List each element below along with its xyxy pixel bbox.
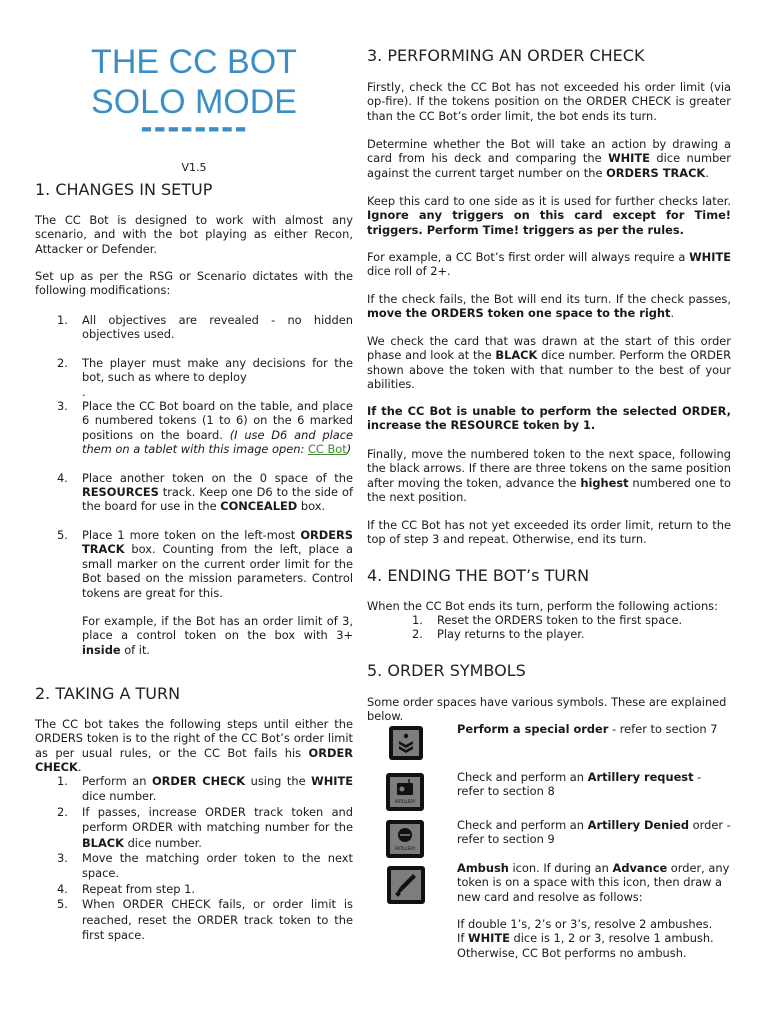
knife-icon xyxy=(391,870,421,900)
chevron-rank-icon xyxy=(393,730,419,756)
svg-text:ARTILLERY: ARTILLERY xyxy=(394,799,416,804)
section-4-heading: 4. ENDING THE BOT’s TURN xyxy=(367,566,590,585)
list-item: 5. Place 1 more token on the left-most ORDERS TRACK box. Counting from the left, place a small marker on the current order limit for the Bot based on the mission parameters. Control tokens are great for this. xyxy=(57,527,353,600)
s2-list xyxy=(35,774,353,943)
sym3-text: Check and perform an Artillery Denied order - refer to section 9 xyxy=(457,818,731,847)
section-1-heading: 1. CHANGES IN SETUP xyxy=(35,180,213,199)
list-item: 5. When ORDER CHECK fails, or order limit is reached, reset the ORDER track token to the first space. xyxy=(57,897,353,943)
s5-paragraph-1: Some order spaces have various symbols. These are explained below. xyxy=(367,695,727,724)
artillery-denied-icon xyxy=(386,820,424,858)
s3-paragraph-2: Determine whether the Bot will take an action by drawing a card from his deck and comparing the WHITE dice number against the current target number on the ORDERS TRACK. xyxy=(367,137,731,180)
s4-list xyxy=(412,613,731,642)
denied-badge-icon xyxy=(390,824,420,854)
page-title-line1: THE CC BOT xyxy=(91,43,297,81)
ambush-icon xyxy=(387,866,425,904)
s1-paragraph-2: Set up as per the RSG or Scenario dictates with the following modifications: xyxy=(35,269,353,298)
page-title-line2: SOLO MODE xyxy=(91,83,297,121)
list-item: 1. Perform an ORDER CHECK using the WHITE dice number. xyxy=(57,774,354,804)
s1-list xyxy=(35,313,353,657)
s3-paragraph-4: For example, a CC Bot’s first order will always require a WHITE dice roll of 2+. xyxy=(367,250,731,279)
s2-paragraph-1: The CC bot takes the following steps until either the ORDERS token is to the right of the CC Bot’s order limit as per usual rules, or the CC Bot fails his ORDER CHECK. xyxy=(35,717,353,775)
list-item: 2. If passes, increase ORDER track token and perform ORDER with matching number for the BLACK dice number. xyxy=(57,804,353,850)
list-item-example: For example, if the Bot has an order limit of 3, place a control token on the box with 3+ inside of it. xyxy=(82,613,353,657)
outcome-line: If WHITE dice is 1, 2 or 3, resolve 1 ambush. xyxy=(457,931,714,946)
s3-paragraph-5: If the check fails, the Bot will end its turn. If the check passes, move the ORDERS token one space to the right. xyxy=(367,292,731,321)
s3-paragraph-7: If the CC Bot is unable to perform the selected ORDER, increase the RESOURCE token by 1. xyxy=(367,404,731,433)
section-2-heading: 2. TAKING A TURN xyxy=(35,684,181,703)
outcome-line: If double 1’s, 2’s or 3’s, resolve 2 ambushes. xyxy=(457,917,713,931)
sym1-text: Perform a special order - refer to section 7 xyxy=(457,722,718,736)
sym4-outcomes xyxy=(457,917,731,960)
s3-paragraph-9: If the CC Bot has not yet exceeded its order limit, return to the top of step 3 and repeat. Otherwise, end its turn. xyxy=(367,518,731,547)
section-3-heading: 3. PERFORMING AN ORDER CHECK xyxy=(367,46,645,65)
list-item: 2. The player must make any decisions for the bot, such as where to deploy . xyxy=(57,355,353,399)
s3-paragraph-8: Finally, move the numbered token to the next space, following the black arrows. If there are three tokens on the same position after moving the token, advance the highest numbered one to the next position. xyxy=(367,447,731,505)
list-item: 4. Repeat from step 1. xyxy=(57,881,195,896)
s3-paragraph-3: Keep this card to one side as it is used for further checks later. Ignore any triggers on this card except for Time! triggers. Perform Time! triggers as per the rules. xyxy=(367,194,731,237)
cc-bot-link[interactable]: CC Bot xyxy=(307,442,347,457)
radio-icon xyxy=(390,777,420,807)
section-5-heading: 5. ORDER SYMBOLS xyxy=(367,661,526,680)
s1-paragraph-1: The CC Bot is designed to work with almost any scenario, and with the bot playing as either Recon, Attacker or Defender. xyxy=(35,213,353,256)
list-item: 2. Play returns to the player. xyxy=(412,627,585,642)
version-label: V1.5 xyxy=(181,161,207,174)
special-order-icon xyxy=(389,726,423,760)
s4-paragraph-1: When the CC Bot ends its turn, perform the following actions: xyxy=(367,599,718,613)
list-item: 4. Place another token on the 0 space of the RESOURCES track. Keep one D6 to the side of the board for use in the CONCEALED box. xyxy=(57,470,353,514)
sym2-text: Check and perform an Artillery request - refer to section 8 xyxy=(457,770,702,799)
list-item: 3. Place the CC Bot board on the table, and place 6 numbered tokens (1 to 6) on the 6 marked positions on the board. (I use D6 and place them on a tablet with this image open: CC Bot) xyxy=(57,399,354,457)
list-item: 1. Reset the ORDERS token to the first space. xyxy=(412,613,683,627)
outcome-line: Otherwise, CC Bot performs no ambush. xyxy=(457,945,687,960)
title-dashes: -------- xyxy=(140,111,248,146)
s3-paragraph-6: We check the card that was drawn at the start of this order phase and look at the BLACK dice number. Perform the ORDER shown above the token with that number to the best of your abilities. xyxy=(367,334,732,392)
artillery-request-icon xyxy=(386,773,424,811)
list-item: 1. All objectives are revealed - no hidden objectives used. xyxy=(57,313,353,342)
sym4-text: Ambush icon. If during an Advance order, any token is on a space with this icon, then draw a new card and resolve as follows: xyxy=(457,861,730,904)
svg-text:ARTILLERY: ARTILLERY xyxy=(394,846,416,851)
s3-paragraph-1: Firstly, check the CC Bot has not exceeded his order limit (via op-fire). If the tokens position on the ORDER CHECK is greater than the CC Bot’s order limit, the bot ends its turn. xyxy=(367,80,731,123)
list-item: 3. Move the matching order token to the next space. xyxy=(57,851,353,881)
